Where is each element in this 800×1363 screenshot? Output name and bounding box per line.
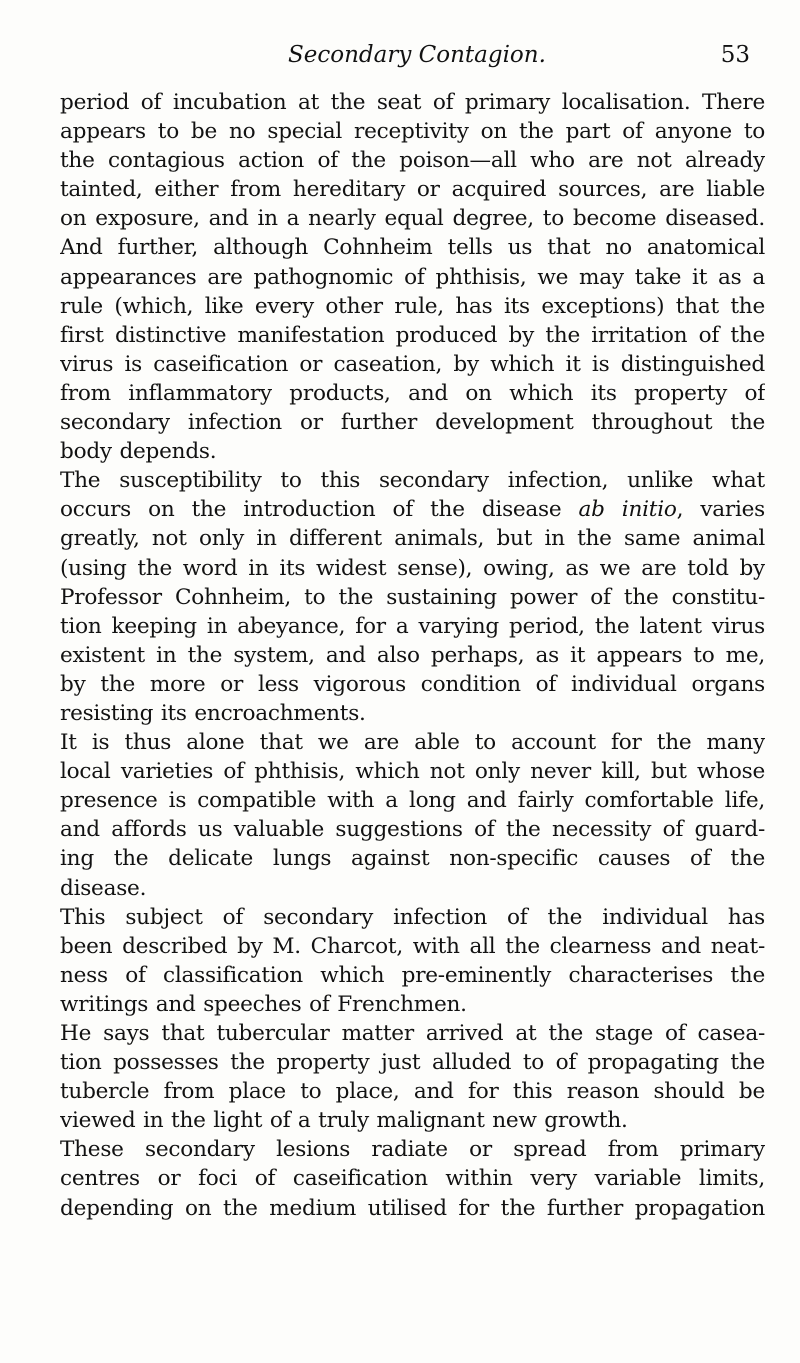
text-line: and affords us valuable suggestions of the necessity of guard- — [60, 817, 765, 843]
text-line: tainted, either from hereditary or acquired sources, are liable — [60, 177, 765, 203]
text-line: by the more or less vigorous condition of individual organs — [60, 671, 765, 697]
text-line: appearances are pathognomic of phthisis, we may take it as a — [60, 264, 765, 290]
text-line: This subject of secondary infection of the individual has — [60, 904, 765, 930]
text-line: Professor Cohnheim, to the sustaining power of the constitu- — [60, 584, 765, 610]
running-title: Secondary Contagion. — [288, 42, 546, 68]
running-head — [60, 42, 750, 78]
text-line: rule (which, like every other rule, has its exceptions) that the — [60, 293, 765, 319]
text-line: period of incubation at the seat of primary localisation. There — [60, 90, 765, 115]
text-line: depending on the medium utilised for the further propagation — [60, 1195, 765, 1221]
text-line: from inflammatory products, and on which its property of — [60, 380, 765, 406]
text-line: writings and speeches of Frenchmen. — [60, 991, 467, 1017]
text-line: secondary infection or further development throughout the — [60, 410, 765, 436]
text-line: body depends. — [60, 439, 217, 465]
latin-phrase: ab initio — [578, 497, 677, 523]
text-line: ness of classification which pre-eminently characterises the — [60, 962, 765, 988]
text-line: presence is compatible with a long and fairly comfortable life, — [60, 788, 765, 814]
text-line: centres or foci of caseification within very variable limits, — [60, 1166, 765, 1192]
text-line: first distinctive manifestation produced by the irritation of the — [60, 322, 765, 348]
text-line: tion possesses the property just alluded to of propagating the — [60, 1050, 765, 1076]
page-number: 53 — [720, 42, 750, 68]
text-line: local varieties of phthisis, which not only never kill, but whose — [60, 759, 765, 785]
text-line: These secondary lesions radiate or spread from primary — [60, 1137, 765, 1163]
text-line: virus is caseification or caseation, by which it is distinguished — [60, 351, 765, 377]
text-line: tion keeping in abeyance, for a varying period, the latent virus — [60, 613, 765, 639]
text-line: existent in the system, and also perhaps, as it appears to me, — [60, 642, 765, 668]
text-line: appears to be no special receptivity on the part of anyone to — [60, 119, 765, 145]
text-line: resisting its encroachments. — [60, 700, 366, 726]
text-line: disease. — [60, 875, 147, 901]
text-line: tubercle from place to place, and for this reason should be — [60, 1079, 765, 1105]
text-line: It is thus alone that we are able to account for the many — [60, 730, 765, 756]
body-text — [60, 88, 765, 1223]
text-line: occurs on the introduction of the disease ab initio, varies — [60, 497, 765, 523]
text-line: on exposure, and in a nearly equal degree, to become diseased. — [60, 206, 765, 232]
text-line: (using the word in its widest sense), owing, as we are told by — [60, 555, 765, 581]
text-line: been described by M. Charcot, with all the clearness and neat- — [60, 933, 765, 959]
text-line: And further, although Cohnheim tells us that no anatomical — [60, 235, 765, 261]
text-line: the contagious action of the poison—all who are not already — [60, 148, 765, 174]
text-line: He says that tubercular matter arrived at the stage of casea- — [60, 1021, 765, 1046]
text-line: The susceptibility to this secondary infection, unlike what — [60, 468, 765, 494]
text-line: ing the delicate lungs against non-specific causes of the — [60, 846, 765, 872]
text-line: greatly, not only in different animals, but in the same animal — [60, 526, 765, 552]
text-line: viewed in the light of a truly malignant new growth. — [60, 1108, 628, 1134]
